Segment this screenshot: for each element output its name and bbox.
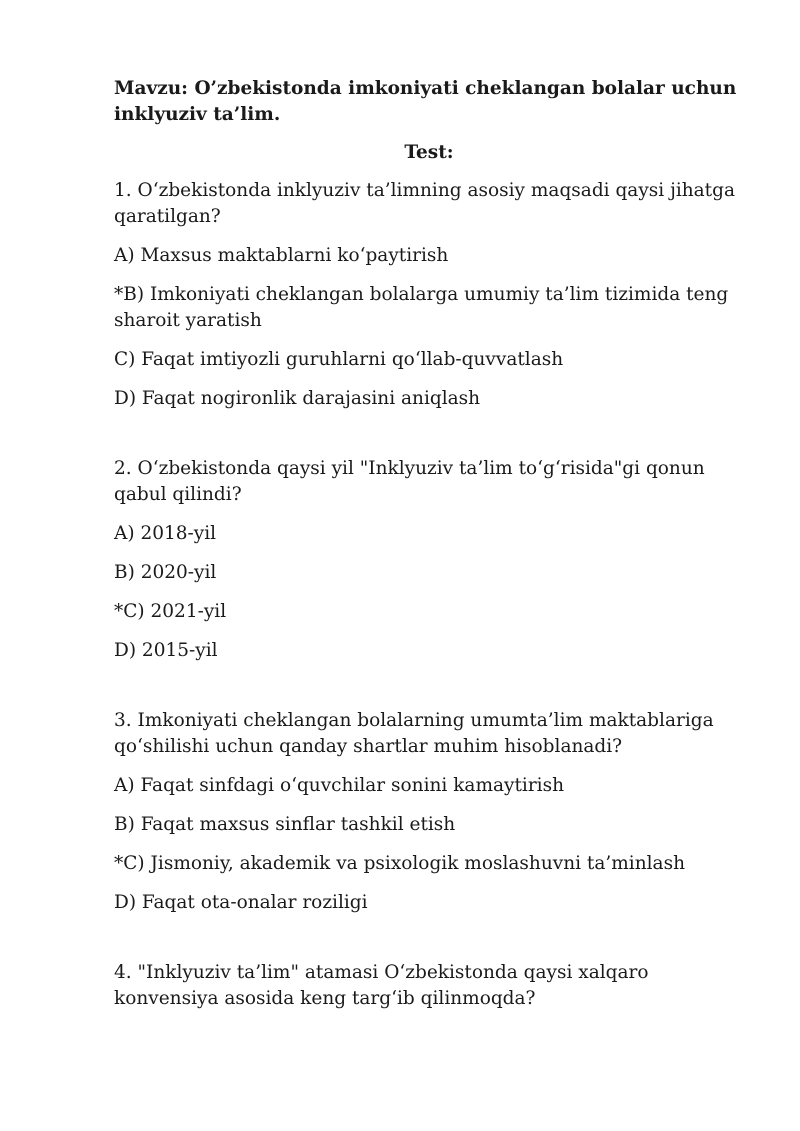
question-text: 3. Imkoniyati cheklangan bolalarning umumta’lim maktablariga qo‘shilishi uchun qanday shartlar muhim hisoblanadi?	[114, 710, 714, 757]
question-text: 1. O‘zbekistonda inklyuziv ta’limning asosiy maqsadi qaysi jihatga qaratilgan?	[114, 180, 735, 227]
question-1	[114, 178, 744, 412]
question-text: 4. "Inklyuziv ta’lim" atamasi O‘zbekistonda qaysi xalqaro konvensiya asosida keng targ‘ib qilinmoqda?	[114, 962, 649, 1009]
option-c: *C) Jismoniy, akademik va psixologik moslashuvni ta’minlash	[114, 853, 685, 874]
test-heading: Test:	[404, 142, 454, 163]
option-b: B) 2020-yil	[114, 562, 217, 583]
option-b: B) Faqat maxsus sinflar tashkil etish	[114, 814, 456, 835]
question-3	[114, 708, 744, 916]
option-c: C) Faqat imtiyozli guruhlarni qo‘llab-quvvatlash	[114, 349, 564, 370]
question-2	[114, 456, 744, 664]
option-b: *B) Imkoniyati cheklangan bolalarga umumiy ta’lim tizimida teng sharoit yaratish	[114, 284, 729, 331]
question-4	[114, 960, 744, 1012]
document-page	[114, 76, 744, 1012]
option-c: *C) 2021-yil	[114, 601, 227, 622]
option-d: D) Faqat ota-onalar roziligi	[114, 892, 368, 913]
question-text: 2. O‘zbekistonda qaysi yil "Inklyuziv ta’lim to‘g‘risida"gi qonun qabul qilindi?	[114, 458, 705, 505]
option-a: A) 2018-yil	[114, 523, 217, 544]
option-a: A) Maxsus maktablarni ko‘paytirish	[114, 245, 449, 266]
document-title: Mavzu: O’zbekistonda imkoniyati cheklangan bolalar uchun inklyuziv ta’lim.	[114, 78, 737, 125]
option-d: D) 2015-yil	[114, 640, 218, 661]
option-d: D) Faqat nogironlik darajasini aniqlash	[114, 388, 481, 409]
option-a: A) Faqat sinfdagi o‘quvchilar sonini kamaytirish	[114, 775, 564, 796]
